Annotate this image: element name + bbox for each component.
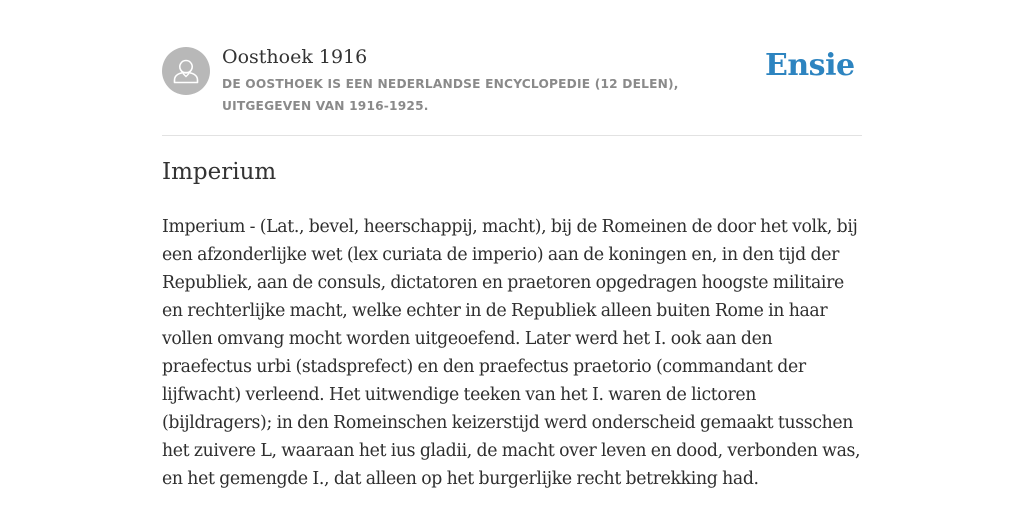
entry-body: Imperium - (Lat., bevel, heerschappij, macht), bij de Romeinen de door het volk, bij een afzonderlijke wet (lex curiata de imperio) aan de koningen en, in den tijd der Republiek, aan de consuls, dictatoren en praetoren opgedragen hoogste militaire en rechterlijke macht, welke echter in de Republiek alleen buiten Rome in haar vollen omvang mocht worden uitgeoefend. Later werd het I. ook aan den praefectus urbi (stadsprefect) en den praefectus praetorio (commandant der lijfwacht) verleend. Het uitwendige teeken van het I. waren de lictoren (bijldragers); in den Romeinschen keizerstijd werd onderscheid gemaakt tusschen het zuivere L, waaraan het ius gladii, de macht over leven en dood, verbonden was, en het gemengde I., dat alleen op het burgerlijke recht betrekking had.	[162, 217, 861, 489]
avatar[interactable]	[162, 47, 210, 95]
source-header	[162, 44, 862, 120]
brand-logo[interactable]: Ensie	[765, 48, 855, 83]
entry-title: Imperium	[162, 159, 277, 185]
user-icon	[162, 47, 210, 95]
divider	[162, 135, 862, 136]
source-description: DE OOSTHOEK IS EEN NEDERLANDSE ENCYCLOPEDIE (12 DELEN), UITGEGEVEN VAN 1916-1925.	[222, 77, 679, 113]
source-title[interactable]: Oosthoek 1916	[222, 46, 368, 68]
